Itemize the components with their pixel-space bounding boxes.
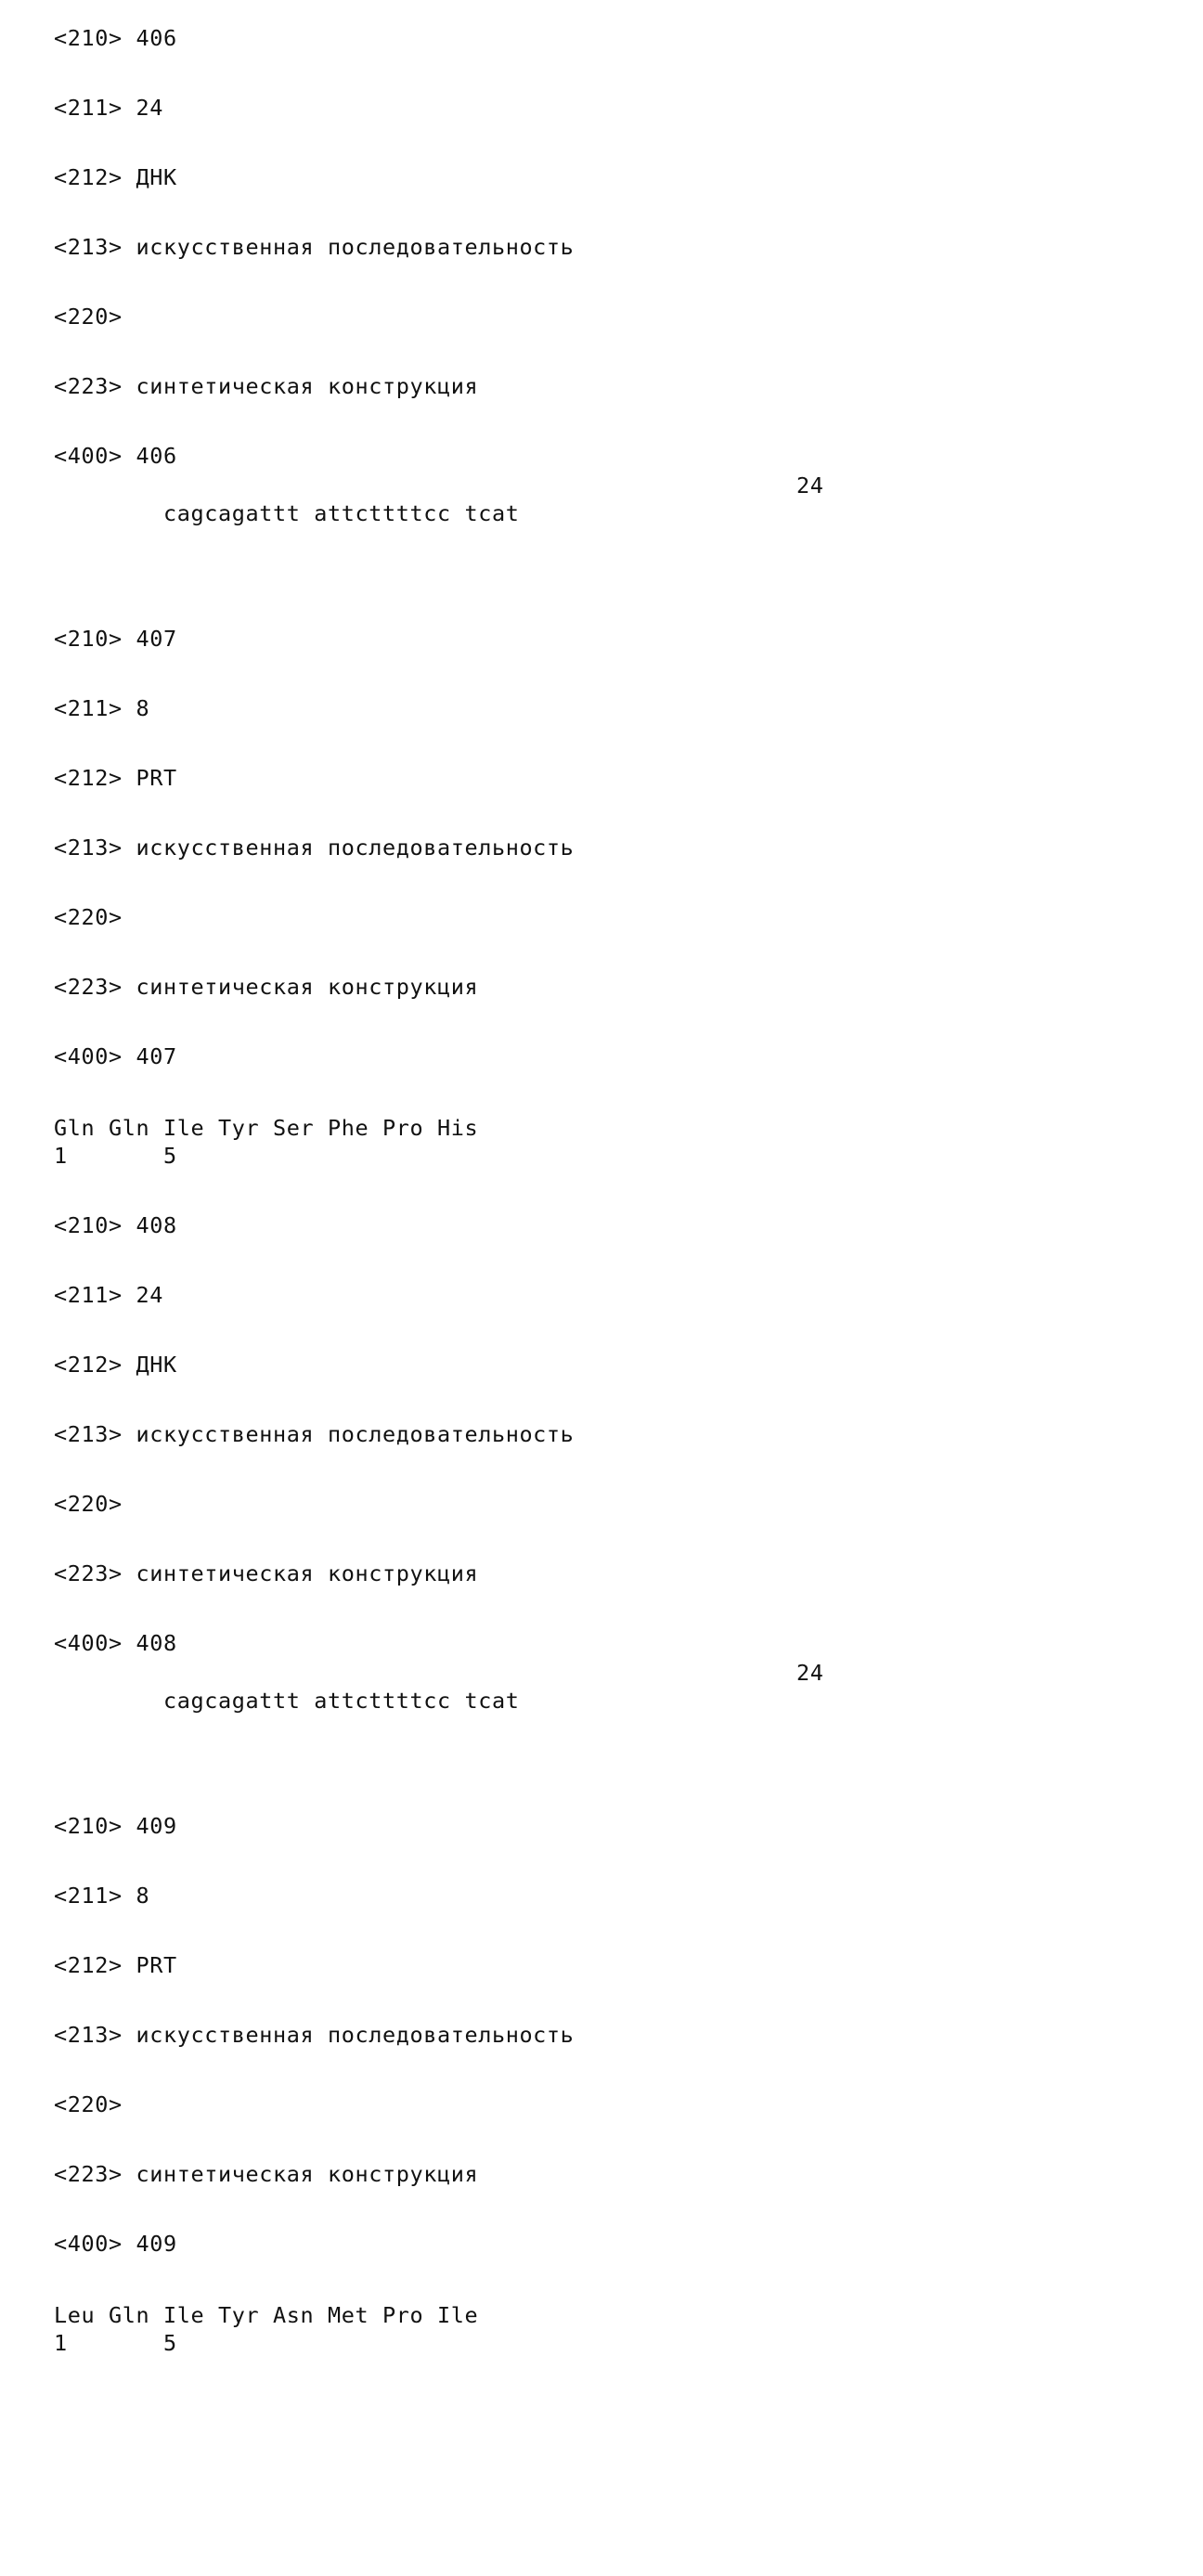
sequence-listing-body	[54, 0, 1149, 2357]
tag-line-212: <212> PRT	[54, 1952, 177, 1978]
sequence-length: 24	[796, 1660, 824, 1686]
tag-line-212: <212> ДНК	[54, 164, 177, 190]
sequence-text: Leu Gln Ile Tyr Asn Met Pro Ile	[54, 2302, 479, 2328]
tag-line-211: <211> 24	[54, 95, 163, 121]
residue-numbering: 1 5	[54, 2330, 177, 2356]
tag-line-220: <220>	[54, 904, 123, 930]
sequence-row	[54, 472, 1149, 583]
tag-line-213: <213> искусственная последовательность	[54, 234, 575, 260]
tag-line-223: <223> синтетическая конструкция	[54, 373, 479, 399]
sequence-row	[54, 1659, 1149, 1770]
sequence-text: cagcagattt attcttttcc tcat	[163, 500, 520, 526]
sequence-text: cagcagattt attcttttcc tcat	[163, 1688, 520, 1714]
sequence-entry-408	[54, 1211, 1149, 1770]
tag-line-220: <220>	[54, 1491, 123, 1517]
sequence-header-400: <400> 406	[54, 443, 177, 469]
tag-line-213: <213> искусственная последовательность	[54, 835, 575, 861]
tag-line-223: <223> синтетическая конструкция	[54, 974, 479, 1000]
tag-line-212: <212> ДНК	[54, 1352, 177, 1378]
residue-numbering: 1 5	[54, 1143, 177, 1169]
sequence-header-400: <400> 409	[54, 2231, 177, 2257]
tag-line-210: <210> 409	[54, 1813, 177, 1839]
tag-line-211: <211> 8	[54, 695, 150, 721]
tag-line-220: <220>	[54, 2091, 123, 2117]
sequence-entry-407	[54, 625, 1149, 1170]
sequence-length: 24	[796, 472, 824, 498]
sequence-header-400: <400> 408	[54, 1630, 177, 1656]
tag-line-211: <211> 24	[54, 1282, 163, 1308]
sequence-header-400: <400> 407	[54, 1043, 177, 1069]
tag-line-220: <220>	[54, 304, 123, 330]
sequence-entry-406	[54, 24, 1149, 583]
sequence-text: Gln Gln Ile Tyr Ser Phe Pro His	[54, 1115, 479, 1141]
tag-line-223: <223> синтетическая конструкция	[54, 2161, 479, 2187]
tag-line-210: <210> 406	[54, 25, 177, 51]
tag-line-223: <223> синтетическая конструкция	[54, 1560, 479, 1586]
tag-line-213: <213> искусственная последовательность	[54, 2022, 575, 2048]
tag-line-210: <210> 408	[54, 1212, 177, 1238]
sequence-entry-409	[54, 1812, 1149, 2357]
tag-line-211: <211> 8	[54, 1883, 150, 1909]
tag-line-213: <213> искусственная последовательность	[54, 1421, 575, 1447]
tag-line-210: <210> 407	[54, 626, 177, 652]
tag-line-212: <212> PRT	[54, 765, 177, 791]
